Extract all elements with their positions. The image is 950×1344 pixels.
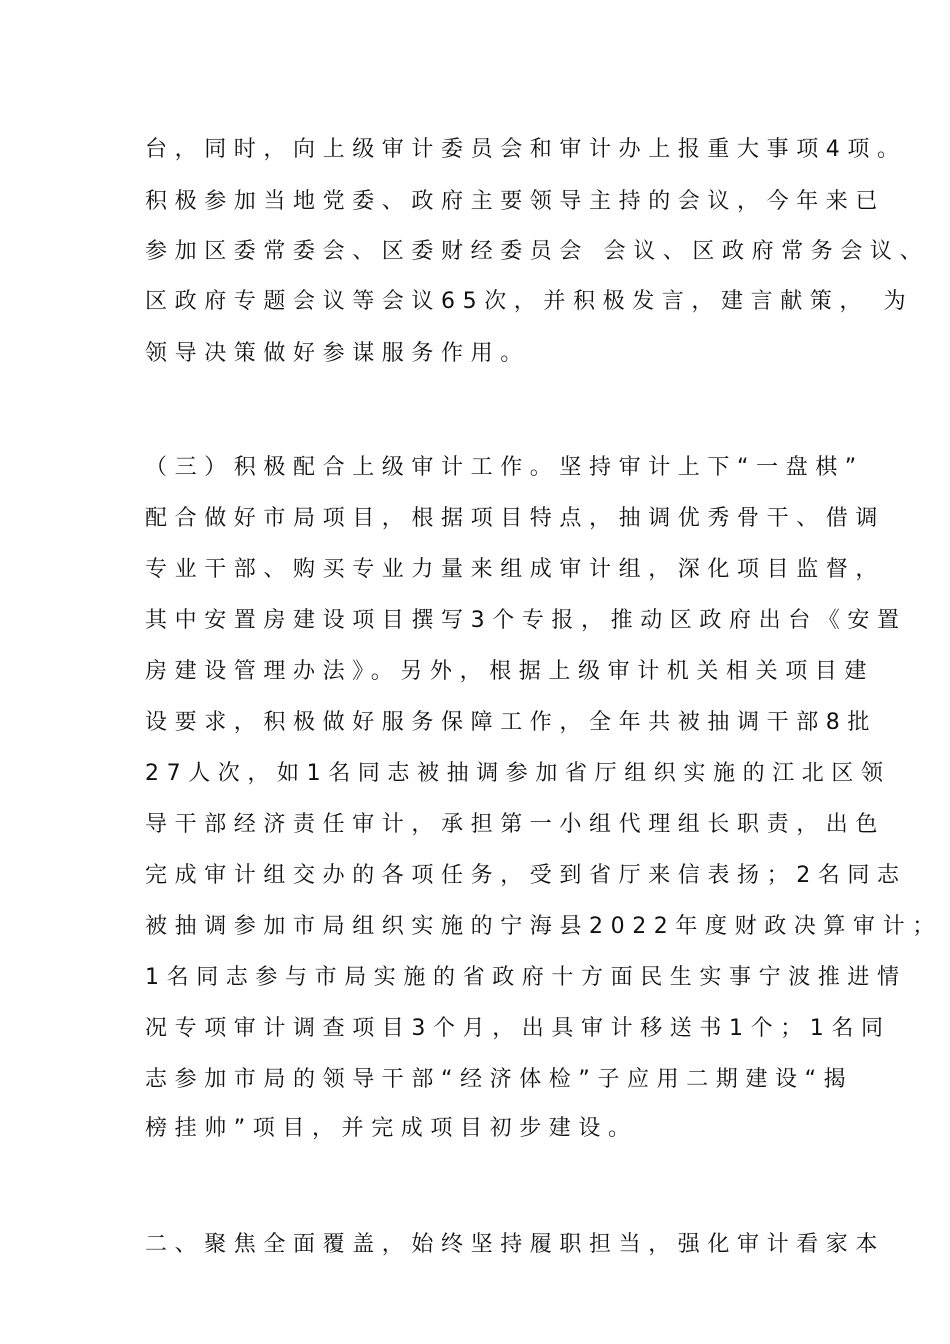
text-line: 区政府专题会议等会议65次，并积极发言，建言献策， 为 xyxy=(145,289,914,314)
text-line: 况专项审计调查项目3个月，出具审计移送书1个；1名同 xyxy=(145,1016,891,1041)
text-line: 台，同时，向上级审计委员会和审计办上报重大事项4项。 xyxy=(145,137,907,162)
text-line: 导干部经济责任审计，承担第一小组代理组长职责，出色 xyxy=(145,812,886,837)
text-line: 设要求，积极做好服务保障工作，全年共被抽调干部8批 xyxy=(145,710,877,735)
text-line: 房建设管理办法》。另外，根据上级审计机关相关项目建 xyxy=(145,659,875,684)
text-line: 领导决策做好参谋服务作用。 xyxy=(145,341,530,366)
text-line: 1名同志参与市局实施的省政府十方面民生实事宁波推进情 xyxy=(145,965,907,990)
text-line: 配合做好市局项目，根据项目特点，抽调优秀骨干、借调 xyxy=(145,506,886,531)
section-heading-line: （三）积极配合上级审计工作。坚持审计上下“一盘棋” xyxy=(145,455,864,480)
text-line: 积极参加当地党委、政府主要领导主持的会议，今年来已 xyxy=(145,189,886,214)
text-line: 被抽调参加市局组织实施的宁海县2022年度财政决算审计； xyxy=(145,914,942,939)
text-line: 其中安置房建设项目撰写3个专报，推动区政府出台《安置 xyxy=(145,608,907,633)
text-line: 志参加市局的领导干部“经济体检”子应用二期建设“揭 xyxy=(145,1067,854,1092)
text-line: 27人次，如1名同志被抽调参加省厅组织实施的江北区领 xyxy=(145,761,891,786)
section-heading-line: 二、聚焦全面覆盖，始终坚持履职担当，强化审计看家本 xyxy=(145,1232,886,1257)
text-line: 专业干部、购买专业力量来组成审计组，深化项目监督， xyxy=(145,557,886,582)
text-line: 榜挂帅”项目，并完成项目初步建设。 xyxy=(145,1116,638,1141)
text-line: 完成审计组交办的各项任务，受到省厅来信表扬；2名同志 xyxy=(145,863,907,888)
text-line: 参加区委常委会、区委财经委员会 会议、区政府常务会议、 xyxy=(145,239,930,264)
